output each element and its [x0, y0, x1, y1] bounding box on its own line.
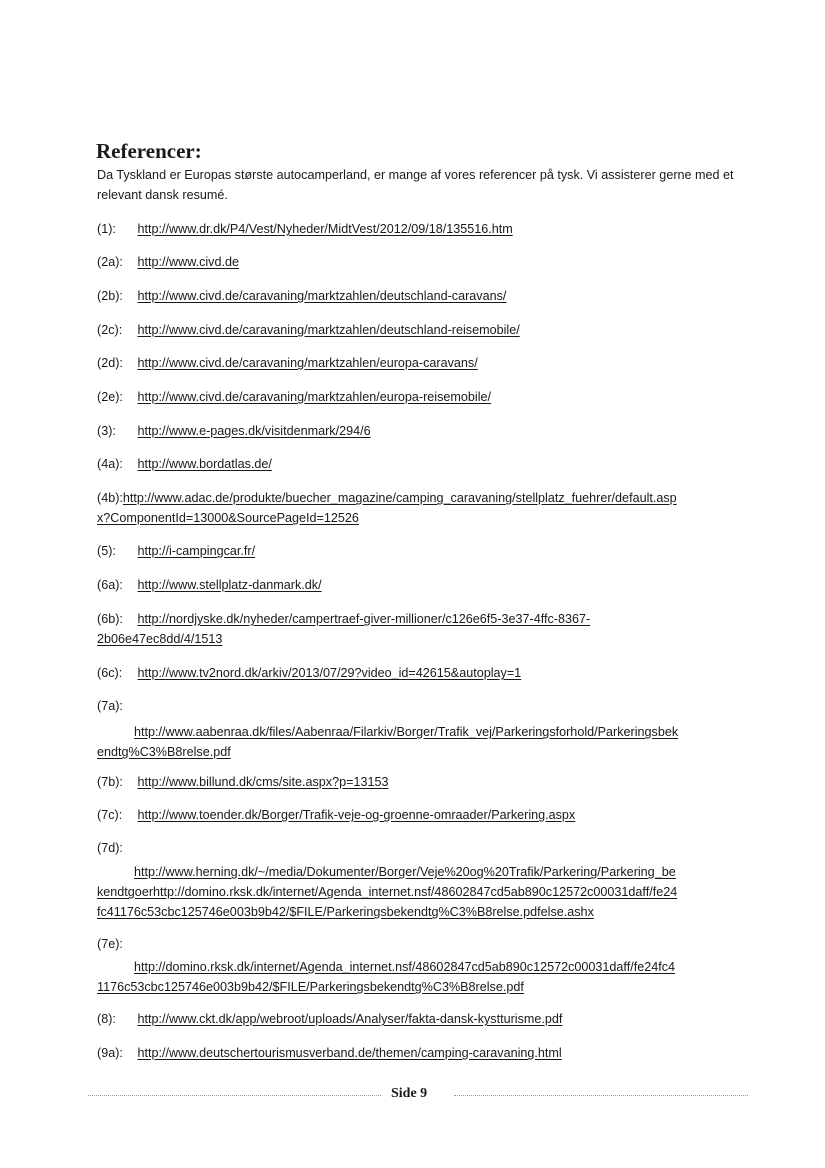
- reference-link[interactable]: http://nordjyske.dk/nyheder/campertraef-giver-millioner/c126e6f5-3e37-4ffc-8367-: [137, 612, 591, 626]
- reference-link[interactable]: http://www.dr.dk/P4/Vest/Nyheder/MidtVest/2012/09/18/135516.htm: [137, 222, 513, 236]
- reference-label: (3):: [97, 424, 116, 438]
- reference-link[interactable]: http://www.ckt.dk/app/webroot/uploads/Analyser/fakta-dansk-kystturisme.pdf: [137, 1012, 563, 1026]
- reference-item: [97, 609, 745, 649]
- reference-link[interactable]: http://www.herning.dk/~/media/Dokumenter/Borger/Veje%20og%20Trafik/Parkering/Parkering_be: [134, 865, 676, 879]
- intro-paragraph: Da Tyskland er Europas største autocamperland, er mange af vores referencer på tysk. Vi assisterer gerne med et relevant dansk resumé.: [97, 168, 734, 202]
- reference-label: (2b):: [97, 289, 123, 303]
- reference-item: [97, 1043, 745, 1063]
- reference-link[interactable]: http://www.aabenraa.dk/files/Aabenraa/Filarkiv/Borger/Trafik_vej/Parkeringsforhold/Parkeringsbek: [134, 725, 679, 739]
- reference-link-continuation[interactable]: 2b06e47ec8dd/4/1513: [97, 632, 223, 646]
- reference-item: [97, 219, 745, 239]
- reference-link[interactable]: http://www.civd.de/caravaning/marktzahlen/europa-caravans/: [137, 356, 478, 370]
- reference-label: (7a):: [97, 699, 123, 713]
- reference-link[interactable]: http://www.civd.de/caravaning/marktzahlen/europa-reisemobile/: [137, 390, 491, 404]
- reference-link-continuation[interactable]: x?ComponentId=13000&SourcePageId=12526: [97, 511, 359, 525]
- reference-link-continuation[interactable]: kendtgoerhttp://domino.rksk.dk/internet/Agenda_internet.nsf/48602847cd5ab890c12572c00031daff/fe24: [97, 885, 678, 899]
- reference-item: [97, 286, 745, 306]
- page-footer: [88, 1085, 748, 1105]
- reference-label: (5):: [97, 544, 116, 558]
- reference-label: (2d):: [97, 356, 123, 370]
- reference-item: [97, 454, 745, 474]
- reference-link[interactable]: http://www.billund.dk/cms/site.aspx?p=13153: [137, 775, 389, 789]
- reference-link[interactable]: http://www.civd.de/caravaning/marktzahlen/deutschland-reisemobile/: [137, 323, 520, 337]
- reference-link-continuation[interactable]: 1176c53cbc125746e003b9b42/$FILE/Parkeringsbekendtg%C3%B8relse.pdf: [97, 980, 524, 994]
- reference-label: (2a):: [97, 255, 123, 269]
- reference-link[interactable]: http://www.stellplatz-danmark.dk/: [137, 578, 322, 592]
- reference-label: (1):: [97, 222, 116, 236]
- reference-label: (6a):: [97, 578, 123, 592]
- reference-item: [97, 663, 745, 683]
- page-number: Side 9: [391, 1086, 428, 1101]
- reference-label: (2e):: [97, 390, 123, 404]
- reference-link[interactable]: http://www.deutschertourismusverband.de/themen/camping-caravaning.html: [137, 1046, 562, 1060]
- reference-link[interactable]: http://www.toender.dk/Borger/Trafik-veje-og-groenne-omraader/Parkering.aspx: [137, 808, 576, 822]
- reference-label: (6b):: [97, 612, 123, 626]
- reference-item: [97, 252, 745, 272]
- reference-label: (7d):: [97, 841, 123, 855]
- reference-item: [97, 1009, 745, 1029]
- reference-link[interactable]: http://www.civd.de/caravaning/marktzahlen/deutschland-caravans/: [137, 289, 507, 303]
- reference-link[interactable]: http://www.adac.de/produkte/buecher_magazine/camping_caravaning/stellplatz_fuehrer/default.asp: [122, 491, 677, 505]
- footer-divider-right: [454, 1095, 748, 1096]
- reference-item: [97, 696, 745, 762]
- reference-link[interactable]: http://www.e-pages.dk/visitdenmark/294/6: [137, 424, 371, 438]
- reference-item: [97, 387, 745, 407]
- reference-item: [97, 488, 745, 528]
- reference-item: [97, 320, 745, 340]
- reference-label: (7c):: [97, 808, 123, 822]
- reference-link[interactable]: http://www.tv2nord.dk/arkiv/2013/07/29?video_id=42615&autoplay=1: [137, 666, 522, 680]
- reference-label: (2c):: [97, 323, 123, 337]
- reference-link-continuation[interactable]: fc41176c53cbc125746e003b9b42/$FILE/Parkeringsbekendtg%C3%B8relse.pdfelse.ashx: [97, 905, 594, 919]
- reference-link[interactable]: http://domino.rksk.dk/internet/Agenda_internet.nsf/48602847cd5ab890c12572c00031daff/fe24fc4: [134, 960, 676, 974]
- reference-item: [97, 934, 745, 997]
- reference-item: [97, 575, 745, 595]
- reference-link[interactable]: http://www.civd.de: [137, 255, 239, 269]
- reference-label: (4a):: [97, 457, 123, 471]
- reference-label: (6c):: [97, 666, 123, 680]
- reference-item: [97, 805, 745, 825]
- reference-label: (4b):: [97, 491, 123, 505]
- reference-link[interactable]: http://i-campingcar.fr/: [137, 544, 256, 558]
- footer-divider-left: [88, 1095, 381, 1096]
- page-title: Referencer:: [96, 139, 202, 163]
- reference-item: [97, 541, 745, 561]
- reference-label: (7b):: [97, 775, 123, 789]
- reference-link[interactable]: http://www.bordatlas.de/: [137, 457, 272, 471]
- reference-item: [97, 838, 745, 922]
- reference-item: [97, 772, 745, 792]
- reference-label: (9a):: [97, 1046, 123, 1060]
- reference-link-continuation[interactable]: endtg%C3%B8relse.pdf: [97, 745, 231, 759]
- reference-label: (8):: [97, 1012, 116, 1026]
- reference-item: [97, 421, 745, 441]
- reference-label: (7e):: [97, 937, 123, 951]
- reference-item: [97, 353, 745, 373]
